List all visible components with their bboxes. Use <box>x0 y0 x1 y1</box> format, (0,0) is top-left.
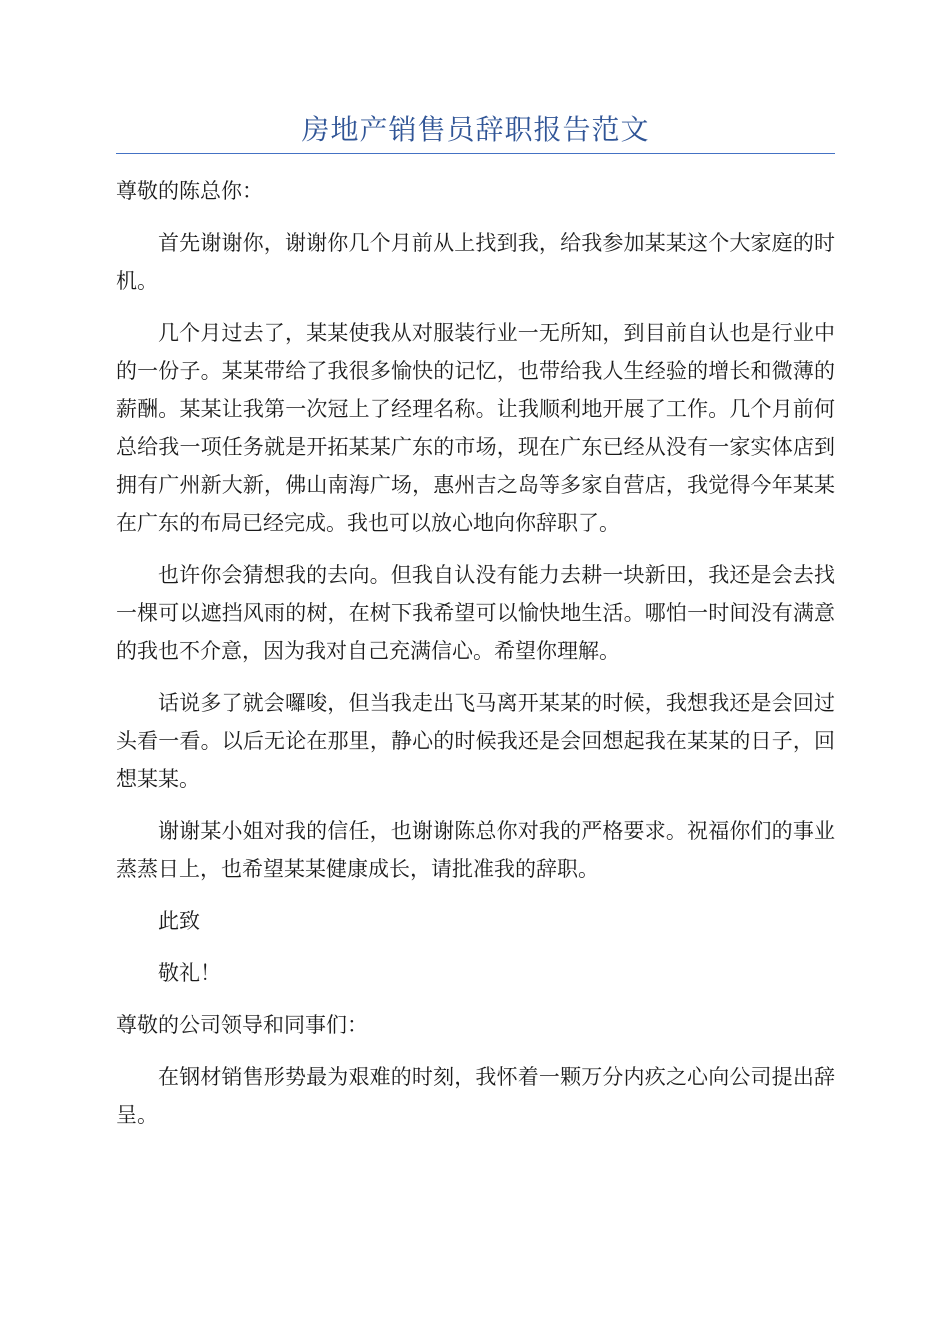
paragraph-resignation-intro: 在钢材销售形势最为艰难的时刻，我怀着一颗万分内疚之心向公司提出辞呈。 <box>116 1065 835 1127</box>
paragraph-gratitude: 谢谢某小姐对我的信任，也谢谢陈总你对我的严格要求。祝福你们的事业蒸蒸日上，也希望某某健康成长，请批准我的辞职。 <box>116 819 835 881</box>
closing-salute: 敬礼！ <box>158 961 221 985</box>
closing-phrase: 此致 <box>158 909 200 933</box>
salutation: 尊敬的陈总你： <box>116 179 263 203</box>
document-title: 房地产销售员辞职报告范文 <box>301 113 650 146</box>
paragraph-future: 也许你会猜想我的去向。但我自认没有能力去耕一块新田，我还是会去找一棵可以遮挡风雨的树，在树下我希望可以愉快地生活。哪怕一时间没有满意的我也不介意，因为我对自己充满信心。希望你理解。 <box>116 563 835 663</box>
title-underline <box>116 153 835 154</box>
second-salutation: 尊敬的公司领导和同事们： <box>116 1013 368 1037</box>
paragraph-experience: 几个月过去了，某某使我从对服装行业一无所知，到目前自认也是行业中的一份子。某某带给了我很多愉快的记忆，也带给我人生经验的增长和微薄的薪酬。某某让我第一次冠上了经理名称。让我顺利地开展了工作。几个月前何总给我一项任务就是开拓某某广东的市场，现在广东已经从没有一家实体店到拥有广州新大新，佛山南海广场，惠州吉之岛等多家自营店，我觉得今年某某在广东的布局已经完成。我也可以放心地向你辞职了。 <box>116 321 835 535</box>
paragraph-farewell: 话说多了就会囉唆，但当我走出飞马离开某某的时候，我想我还是会回过头看一看。以后无论在那里，静心的时候我还是会回想起我在某某的日子，回想某某。 <box>116 691 835 791</box>
document-body <box>116 172 835 1148</box>
paragraph-thanks: 首先谢谢你，谢谢你几个月前从上找到我，给我参加某某这个大家庭的时机。 <box>116 231 835 293</box>
